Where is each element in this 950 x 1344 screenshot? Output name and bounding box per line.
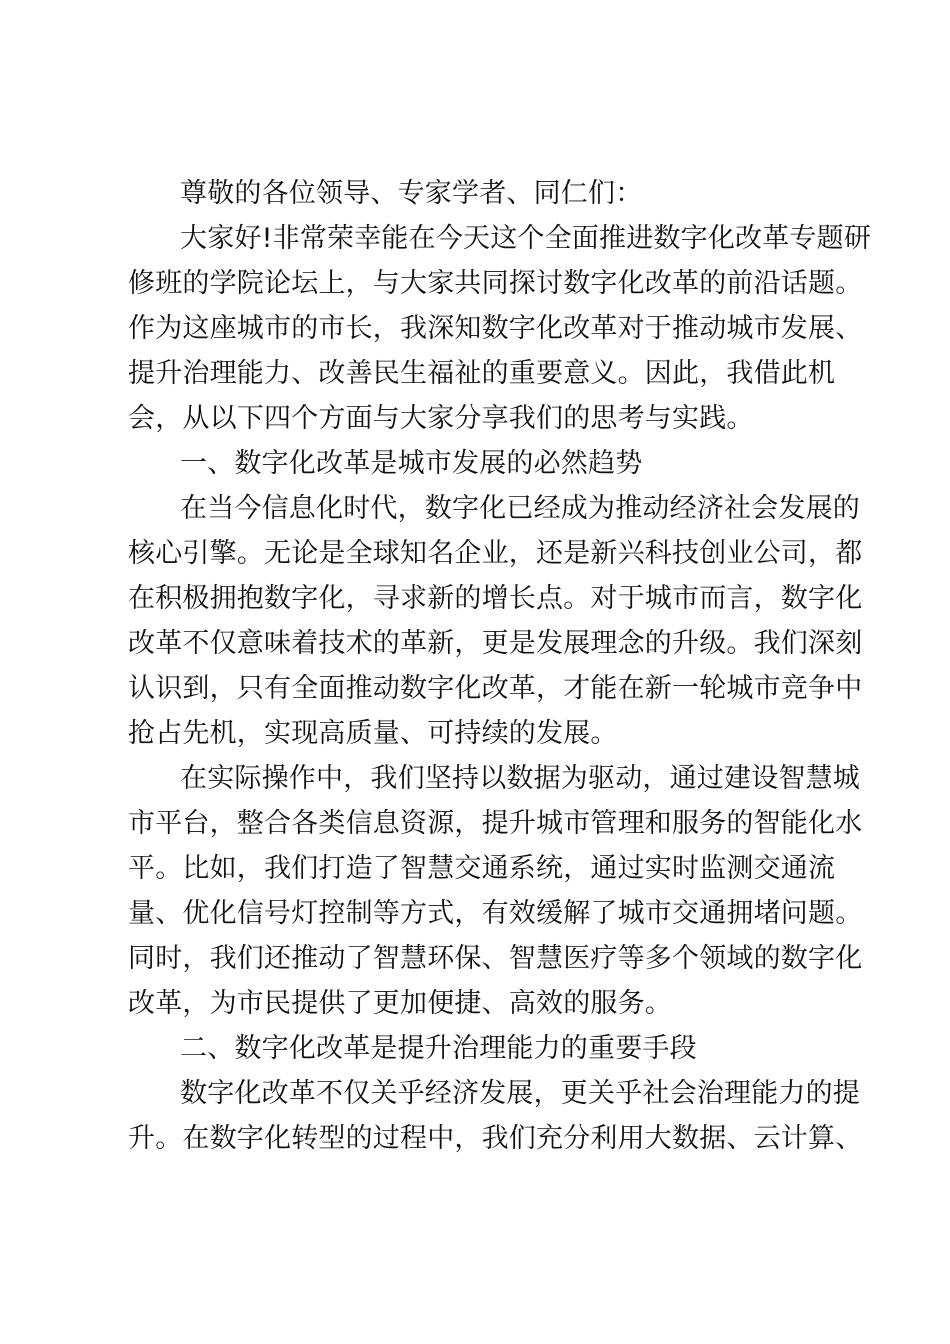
section1-paragraph-2 xyxy=(128,756,863,1026)
paragraph-line: 改革不仅意味着技术的革新，更是发展理念的升级。我们深刻 xyxy=(128,628,863,659)
paragraph-line: 在实际操作中，我们坚持以数据为驱动，通过建设智慧城 xyxy=(180,763,860,794)
section2-paragraph-1 xyxy=(128,1071,863,1161)
paragraph-line: 提升治理能力、改善民生福祉的重要意义。因此，我借此机 xyxy=(128,358,836,389)
paragraph-line: 在积极拥抱数字化，寻求新的增长点。对于城市而言，数字化 xyxy=(128,583,863,614)
salutation: 尊敬的各位领导、专家学者、同仁们： xyxy=(180,178,643,209)
paragraph-line: 平。比如，我们打造了智慧交通系统，通过实时监测交通流 xyxy=(128,853,836,884)
section1-paragraph-1 xyxy=(128,486,863,756)
paragraph-line: 核心引擎。无论是全球知名企业，还是新兴科技创业公司，都 xyxy=(128,538,863,569)
paragraph-line: 改革，为市民提供了更加便捷、高效的服务。 xyxy=(128,988,672,1019)
paragraph-line: 同时，我们还推动了智慧环保、智慧医疗等多个领域的数字化 xyxy=(128,943,863,974)
paragraph-line: 市平台，整合各类信息资源，提升城市管理和服务的智能化水 xyxy=(128,808,863,839)
document-body xyxy=(128,171,872,1161)
paragraph-line: 抢占先机，实现高质量、可持续的发展。 xyxy=(128,718,618,749)
section-heading-1: 一、数字化改革是城市发展的必然趋势 xyxy=(180,448,643,479)
paragraph-line: 在当今信息化时代，数字化已经成为推动经济社会发展的 xyxy=(180,493,860,524)
paragraph-line: 大家好!非常荣幸能在今天这个全面推进数字化改革专题研 xyxy=(180,223,872,254)
section-heading-2: 二、数字化改革是提升治理能力的重要手段 xyxy=(180,1033,697,1064)
paragraph-line: 作为这座城市的市长，我深知数字化改革对于推动城市发展、 xyxy=(128,313,863,344)
paragraph-line: 认识到，只有全面推动数字化改革，才能在新一轮城市竞争中 xyxy=(128,673,863,704)
paragraph-line: 升。在数字化转型的过程中，我们充分利用大数据、云计算、 xyxy=(128,1123,863,1154)
paragraph-line: 会，从以下四个方面与大家分享我们的思考与实践。 xyxy=(128,403,754,434)
intro-paragraph xyxy=(128,216,872,441)
paragraph-line: 量、优化信号灯控制等方式，有效缓解了城市交通拥堵问题。 xyxy=(128,898,863,929)
paragraph-line: 数字化改革不仅关乎经济发展，更关乎社会治理能力的提 xyxy=(180,1078,860,1109)
paragraph-line: 修班的学院论坛上，与大家共同探讨数字化改革的前沿话题。 xyxy=(128,268,863,299)
